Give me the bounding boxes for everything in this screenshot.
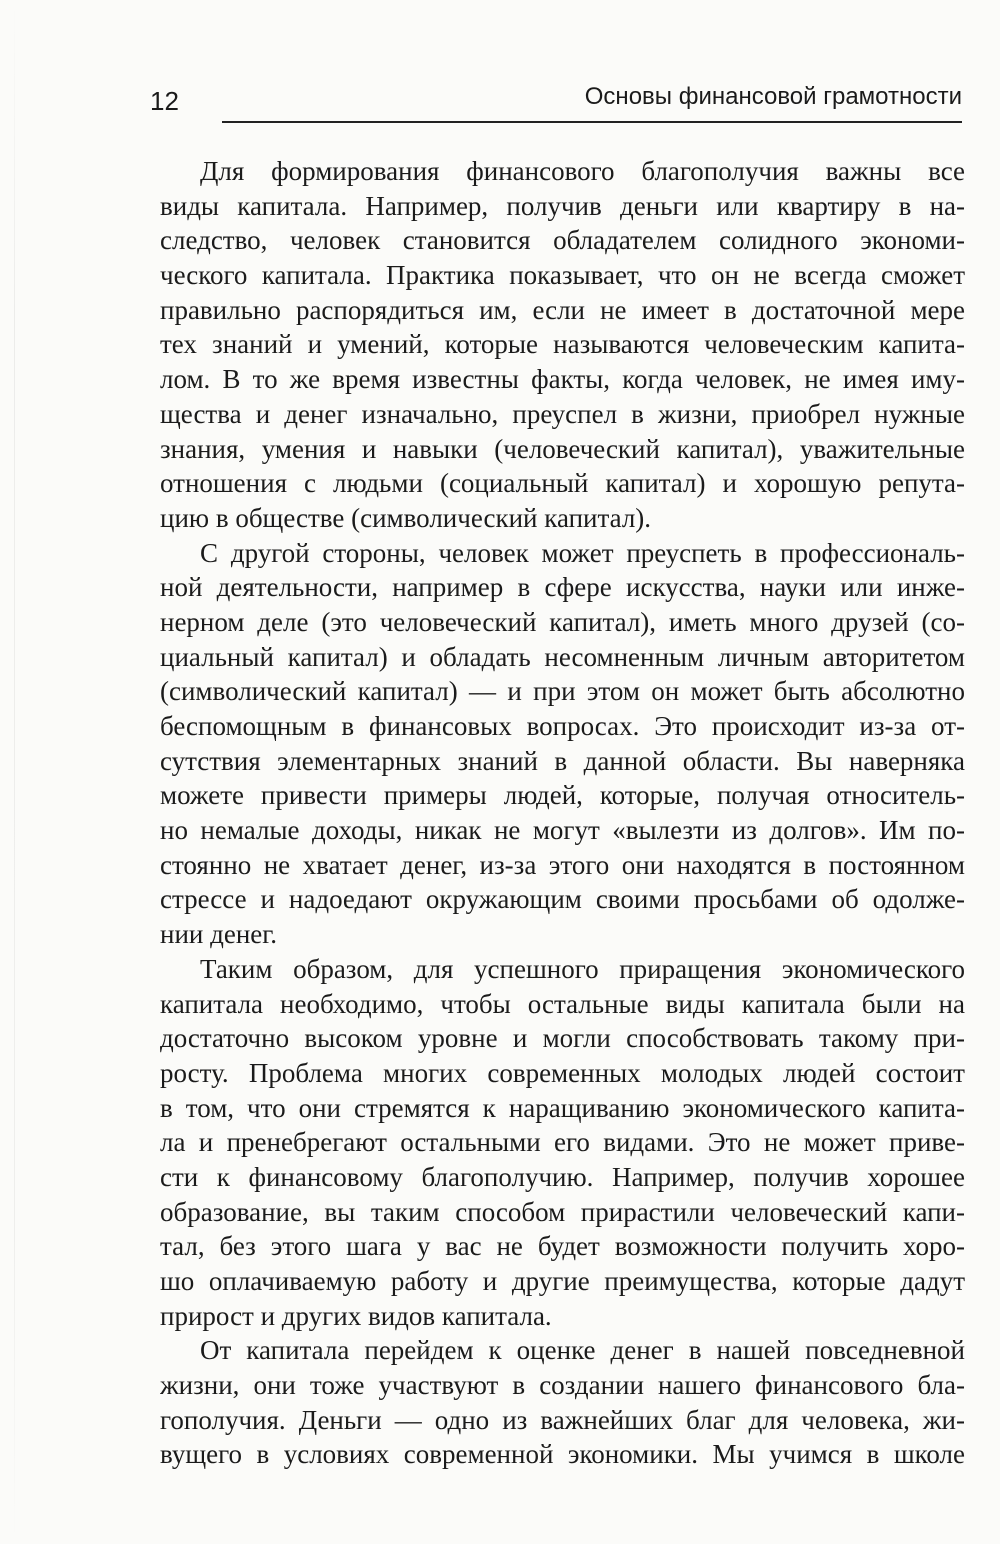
text-line: сти к финансовому благополучию. Например, получив хорошее xyxy=(160,1161,965,1192)
text-line: стрессе и надоедают окружающим своими просьбами об одолже- xyxy=(160,884,965,915)
text-line: ческого капитала. Практика показывает, что он не всегда сможет xyxy=(160,260,965,291)
text-line: правильно распорядиться им, если не имеет в достаточной мере xyxy=(160,294,965,325)
text-line: нии денег. xyxy=(160,919,278,950)
text-line: Для формирования финансового благополучия важны все xyxy=(200,156,965,186)
text-line: можете привести примеры людей, которые, получая относитель- xyxy=(160,780,965,811)
header-rule xyxy=(222,121,962,123)
text-line: цию в обществе (символический капитал). xyxy=(160,502,652,533)
text-line: прирост и других видов капитала. xyxy=(160,1300,552,1331)
text-line: Таким образом, для успешного приращения экономического xyxy=(200,953,965,984)
text-line: ла и пренебрегают остальными его видами. Это не может приве- xyxy=(160,1127,965,1158)
text-line: сутствия элементарных знаний в данной области. Вы наверняка xyxy=(160,745,965,776)
text-line: лом. В то же время известны факты, когда человек, не имея иму- xyxy=(160,364,965,395)
text-line: стоянно не хватает денег, из-за этого они находятся в постоянном xyxy=(160,849,965,880)
text-line: знания, умения и навыки (человеческий капитал), уважительные xyxy=(160,433,965,464)
text-line: вущего в условиях современной экономики. Мы учимся в школе xyxy=(160,1439,965,1470)
text-line: (символический капитал) — и при этом он может быть абсолютно xyxy=(160,676,965,707)
paragraph-2 xyxy=(160,536,965,952)
text-line: тех знаний и умений, которые называются человеческим капита- xyxy=(160,329,965,360)
text-line: достаточно высоком уровне и могли способствовать такому при- xyxy=(160,1023,965,1054)
text-line: в том, что они стремятся к наращиванию экономического капита- xyxy=(160,1092,965,1123)
text-line: виды капитала. Например, получив деньги или квартиру в на- xyxy=(160,190,965,221)
paragraph-1 xyxy=(160,154,965,536)
text-line: следство, человек становится обладателем солидного экономи- xyxy=(160,225,965,256)
text-line: ной деятельности, например в сфере искусства, науки или инже- xyxy=(160,572,965,603)
text-line: образование, вы таким способом прирастили человеческий капи- xyxy=(160,1196,965,1227)
text-line: щества и денег изначально, преуспел в жизни, приобрел нужные xyxy=(160,398,965,429)
text-line: отношения с людьми (социальный капитал) и хорошую репута- xyxy=(160,468,965,499)
text-line: жизни, они тоже участвуют в создании нашего финансового бла- xyxy=(160,1370,965,1401)
page-edge-shadow xyxy=(14,0,15,1544)
page-number: 12 xyxy=(150,86,179,116)
text-line: беспомощным в финансовых вопросах. Это происходит из-за от- xyxy=(160,711,965,741)
text-line: шо оплачиваемую работу и другие преимущества, которые дадут xyxy=(160,1266,965,1296)
text-line: но немалые доходы, никак не могут «вылезти из долгов». Им по- xyxy=(160,815,965,846)
paragraph-3 xyxy=(160,952,965,1334)
body-text xyxy=(160,154,965,1472)
text-line: нерном деле (это человеческий капитал), иметь много друзей (со- xyxy=(160,606,965,637)
text-line: От капитала перейдем к оценке денег в нашей повседневной xyxy=(200,1335,965,1366)
text-line: гополучия. Деньги — одно из важнейших благ для человека, жи- xyxy=(160,1404,965,1435)
text-line: циальный капитал) и обладать несомненным личным авторитетом xyxy=(160,641,965,672)
running-title: Основы финансовой грамотности xyxy=(584,83,962,110)
paragraph-4 xyxy=(160,1333,965,1472)
text-line: капитала необходимо, чтобы остальные виды капитала были на xyxy=(160,988,965,1019)
text-line: тал, без этого шага у вас не будет возможности получить хоро- xyxy=(160,1231,965,1262)
text-line: С другой стороны, человек может преуспеть в профессиональ- xyxy=(200,537,965,568)
text-line: росту. Проблема многих современных молодых людей состоит xyxy=(160,1057,965,1088)
